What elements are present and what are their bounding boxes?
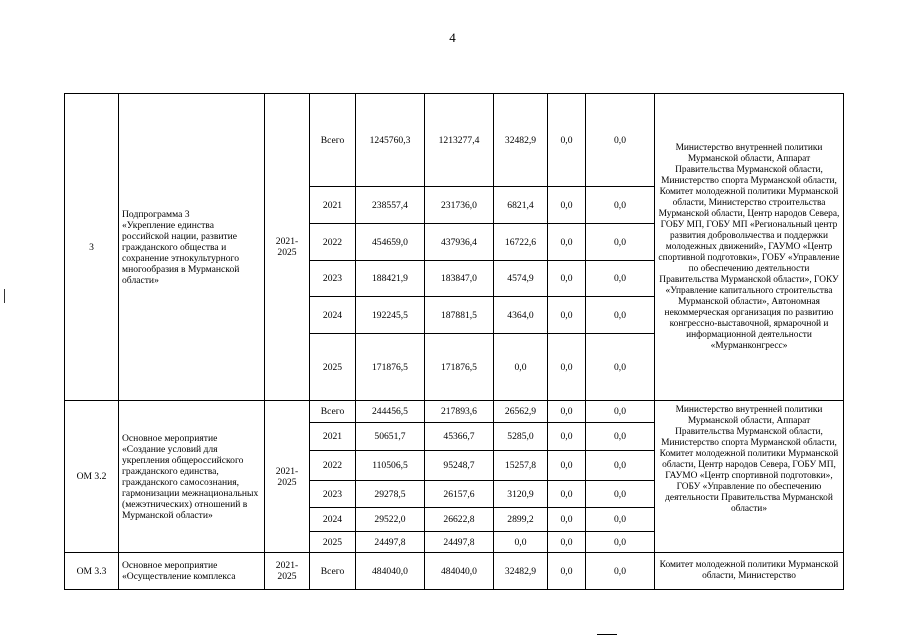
year-cell: 2024 <box>310 297 356 334</box>
budget-table <box>64 93 844 590</box>
item-name-cell: Основное мероприятие «Создание условий для укрепления общероссийского гражданского единства, гражданского самосознания, гармонизации межнациональных (межэтнических) отношений в Мурманской области» <box>119 401 265 553</box>
value-cell: 0,0 <box>586 94 655 187</box>
item-number-cell: 3 <box>65 94 119 401</box>
value-cell: 0,0 <box>548 481 586 508</box>
period-cell: 2021- 2025 <box>265 94 310 401</box>
value-cell: 0,0 <box>548 297 586 334</box>
total-cell: 484040,0 <box>356 553 425 590</box>
year-cell: 2022 <box>310 451 356 481</box>
total-cell: 171876,5 <box>356 334 425 401</box>
total-cell: 29522,0 <box>356 508 425 532</box>
total-cell: 454659,0 <box>356 224 425 261</box>
item-number-cell: ОМ 3.2 <box>65 401 119 553</box>
value-cell: 0,0 <box>548 508 586 532</box>
table-row <box>65 553 844 590</box>
item-number-cell: ОМ 3.3 <box>65 553 119 590</box>
year-cell: 2022 <box>310 224 356 261</box>
value-cell: 217893,6 <box>425 401 494 423</box>
value-cell: 0,0 <box>548 423 586 451</box>
value-cell: 0,0 <box>548 451 586 481</box>
total-cell: 1245760,3 <box>356 94 425 187</box>
value-cell: 0,0 <box>586 401 655 423</box>
value-cell: 2899,2 <box>494 508 548 532</box>
value-cell: 231736,0 <box>425 187 494 224</box>
value-cell: 0,0 <box>586 224 655 261</box>
value-cell: 5285,0 <box>494 423 548 451</box>
value-cell: 3120,9 <box>494 481 548 508</box>
total-cell: 188421,9 <box>356 261 425 297</box>
value-cell: 0,0 <box>586 187 655 224</box>
value-cell: 171876,5 <box>425 334 494 401</box>
value-cell: 16722,6 <box>494 224 548 261</box>
value-cell: 0,0 <box>586 481 655 508</box>
value-cell: 32482,9 <box>494 553 548 590</box>
value-cell: 0,0 <box>586 553 655 590</box>
total-cell: 24497,8 <box>356 532 425 553</box>
page-number: 4 <box>449 30 456 45</box>
year-cell: Всего <box>310 94 356 187</box>
value-cell: 0,0 <box>586 261 655 297</box>
value-cell: 183847,0 <box>425 261 494 297</box>
executors-cell: Комитет молодежной политики Мурманской области, Министерство <box>655 553 844 590</box>
value-cell: 187881,5 <box>425 297 494 334</box>
value-cell: 0,0 <box>548 261 586 297</box>
value-cell: 0,0 <box>548 401 586 423</box>
value-cell: 437936,4 <box>425 224 494 261</box>
value-cell: 4364,0 <box>494 297 548 334</box>
executors-cell: Министерство внутренней политики Мурманской области, Аппарат Правительства Мурманской области, Министерство спорта Мурманской области, Комитет молодежной политики Мурманской области, Министерство строительства Мурманской области, Центр народов Севера, ГОБУ МП, ГОБУ МП «Региональный центр развития добровольчества и поддержки молодежных движений», ГАУМО «Центр спортивной подготовки», ГОБУ «Управление по обеспечению деятельности Правительства Мурманской области», ГОКУ «Управление капитального строительства Мурманской области», Автономная некоммерческая организация по развитию конгрессно-выставочной, ярмарочной и информационной деятельности «Мурманконгресс» <box>655 94 844 401</box>
value-cell: 6821,4 <box>494 187 548 224</box>
value-cell: 0,0 <box>548 334 586 401</box>
year-cell: 2025 <box>310 532 356 553</box>
value-cell: 15257,8 <box>494 451 548 481</box>
value-cell: 0,0 <box>494 532 548 553</box>
value-cell: 4574,9 <box>494 261 548 297</box>
value-cell: 0,0 <box>586 423 655 451</box>
total-cell: 29278,5 <box>356 481 425 508</box>
value-cell: 0,0 <box>494 334 548 401</box>
total-cell: 50651,7 <box>356 423 425 451</box>
total-cell: 244456,5 <box>356 401 425 423</box>
scan-mark <box>597 634 617 635</box>
year-cell: 2023 <box>310 261 356 297</box>
value-cell: 0,0 <box>586 532 655 553</box>
value-cell: 0,0 <box>548 532 586 553</box>
value-cell: 0,0 <box>586 297 655 334</box>
value-cell: 26157,6 <box>425 481 494 508</box>
period-cell: 2021- 2025 <box>265 553 310 590</box>
year-cell: 2021 <box>310 423 356 451</box>
item-name-cell: Подпрограмма 3 «Укрепление единства российской нации, развитие гражданского общества и сохранение этнокультурного многообразия в Мурманской области» <box>119 94 265 401</box>
value-cell: 0,0 <box>586 334 655 401</box>
value-cell: 0,0 <box>548 94 586 187</box>
value-cell: 0,0 <box>586 508 655 532</box>
year-cell: Всего <box>310 401 356 423</box>
scan-mark <box>4 289 5 303</box>
table-row <box>65 401 844 423</box>
total-cell: 192245,5 <box>356 297 425 334</box>
value-cell: 32482,9 <box>494 94 548 187</box>
year-cell: 2023 <box>310 481 356 508</box>
value-cell: 0,0 <box>548 187 586 224</box>
value-cell: 26622,8 <box>425 508 494 532</box>
value-cell: 484040,0 <box>425 553 494 590</box>
item-name-cell: Основное мероприятие «Осуществление комплекса <box>119 553 265 590</box>
value-cell: 0,0 <box>548 224 586 261</box>
executors-cell: Министерство внутренней политики Мурманской области, Аппарат Правительства Мурманской области, Министерство спорта Мурманской области, Комитет молодежной политики Мурманской области, Центр народов Севера, ГОБУ МП, ГАУМО «Центр спортивной подготовки», ГОБУ «Управление по обеспечению деятельности Правительства Мурманской области» <box>655 401 844 553</box>
value-cell: 0,0 <box>548 553 586 590</box>
value-cell: 1213277,4 <box>425 94 494 187</box>
total-cell: 238557,4 <box>356 187 425 224</box>
value-cell: 95248,7 <box>425 451 494 481</box>
period-cell: 2021- 2025 <box>265 401 310 553</box>
value-cell: 24497,8 <box>425 532 494 553</box>
value-cell: 26562,9 <box>494 401 548 423</box>
table-row <box>65 94 844 187</box>
year-cell: 2021 <box>310 187 356 224</box>
year-cell: Всего <box>310 553 356 590</box>
value-cell: 0,0 <box>586 451 655 481</box>
year-cell: 2024 <box>310 508 356 532</box>
value-cell: 45366,7 <box>425 423 494 451</box>
year-cell: 2025 <box>310 334 356 401</box>
total-cell: 110506,5 <box>356 451 425 481</box>
